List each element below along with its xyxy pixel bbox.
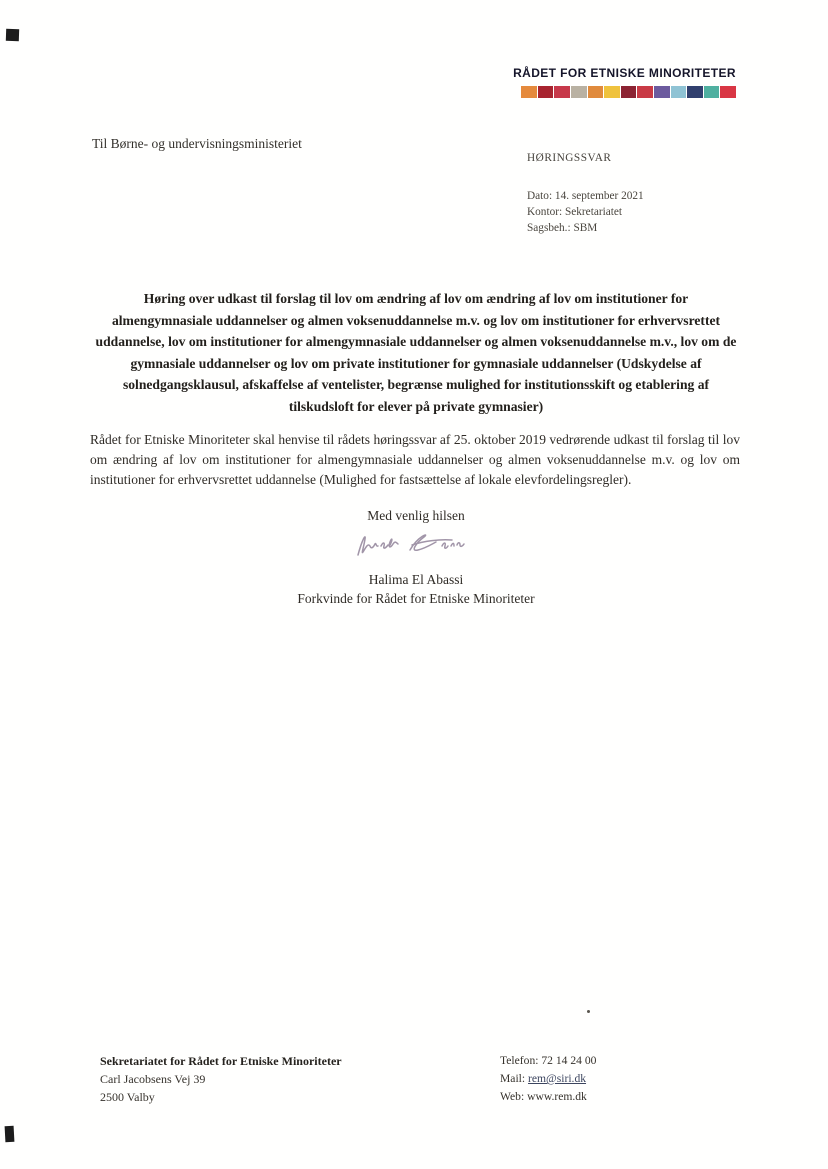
case-line: Sagsbeh.: SBM [527, 222, 598, 234]
org-logo [513, 66, 736, 98]
scan-artifact-bottom-left [5, 1126, 15, 1142]
footer-web-label: Web: [500, 1090, 528, 1103]
office-line: Kontor: Sekretariatet [527, 206, 623, 218]
logo-color-segment [604, 86, 620, 98]
footer-mail-link[interactable]: rem@siri.dk [528, 1072, 587, 1085]
logo-color-segment [654, 86, 670, 98]
footer-phone: Telefon: 72 14 24 00 [500, 1054, 597, 1067]
scan-artifact-dot [587, 1010, 590, 1013]
logo-color-segment [554, 86, 570, 98]
recipient-line: Til Børne- og undervisningsministeriet [92, 136, 302, 151]
date-line: Dato: 14. september 2021 [527, 190, 644, 202]
logo-color-segment [621, 86, 637, 98]
footer-org-name: Sekretariatet for Rådet for Etniske Minoriteter [100, 1054, 342, 1068]
logo-color-bar [513, 86, 736, 98]
logo-color-segment [687, 86, 703, 98]
logo-color-segment [571, 86, 587, 98]
logo-color-segment [637, 86, 653, 98]
subject-heading: Høring over udkast til forslag til lov om ændring af lov om ændring af lov om institutioner for almengymnasiale uddannelser og almen voksenuddannelse m.v. og lov om institutioner for erhvervsrettet uddannelse, lov om institutioner for almengymnasiale uddannelser og almen voksenuddannelse m.v., lov om de gymnasiale uddannelser og lov om private institutioner for gymnasiale uddannelser (Udskydelse af solnedgangsklausul, afskaffelse af ventelister, begrænse mulighed for institutionsskift og etablering af tilskudsloft for elever på private gymnasier) [95, 291, 737, 414]
salutation: Med venlig hilsen [367, 508, 465, 523]
scan-artifact-top-left [6, 29, 19, 41]
footer-mail-label: Mail: [500, 1072, 529, 1085]
logo-color-segment [538, 86, 554, 98]
signature-stroke [352, 528, 482, 564]
footer-address-block [100, 1052, 342, 1106]
logo-title: RÅDET FOR ETNISKE MINORITETER [513, 66, 736, 80]
doc-type-label: HØRINGSSVAR [527, 152, 612, 164]
footer-address-1: Carl Jacobsens Vej 39 [100, 1072, 206, 1086]
meta-block [527, 150, 644, 236]
logo-color-segment [704, 86, 720, 98]
footer-web-line [500, 1088, 596, 1106]
logo-color-segment [671, 86, 687, 98]
logo-color-segment [720, 86, 736, 98]
signature-image [352, 528, 482, 564]
signer-title: Forkvinde for Rådet for Etniske Minoriteter [297, 591, 535, 606]
logo-color-segment [521, 86, 537, 98]
logo-color-segment [588, 86, 604, 98]
footer-contact-block [500, 1052, 596, 1106]
body-paragraph: Rådet for Etniske Minoriteter skal henvise til rådets høringssvar af 25. oktober 2019 vedrørende udkast til forslag til lov om ændring af lov om institutioner for almengymnasiale uddannelser og almen voksenuddannelse m.v. og lov om institutioner for erhvervsrettet uddannelse (Mulighed for fastsættelse af lokale elevfordelingsregler). [90, 432, 740, 487]
signer-name: Halima El Abassi [368, 572, 464, 587]
footer-address-2: 2500 Valby [100, 1090, 155, 1104]
footer-mail-line [500, 1070, 596, 1088]
footer-web-value: www.rem.dk [527, 1090, 587, 1103]
